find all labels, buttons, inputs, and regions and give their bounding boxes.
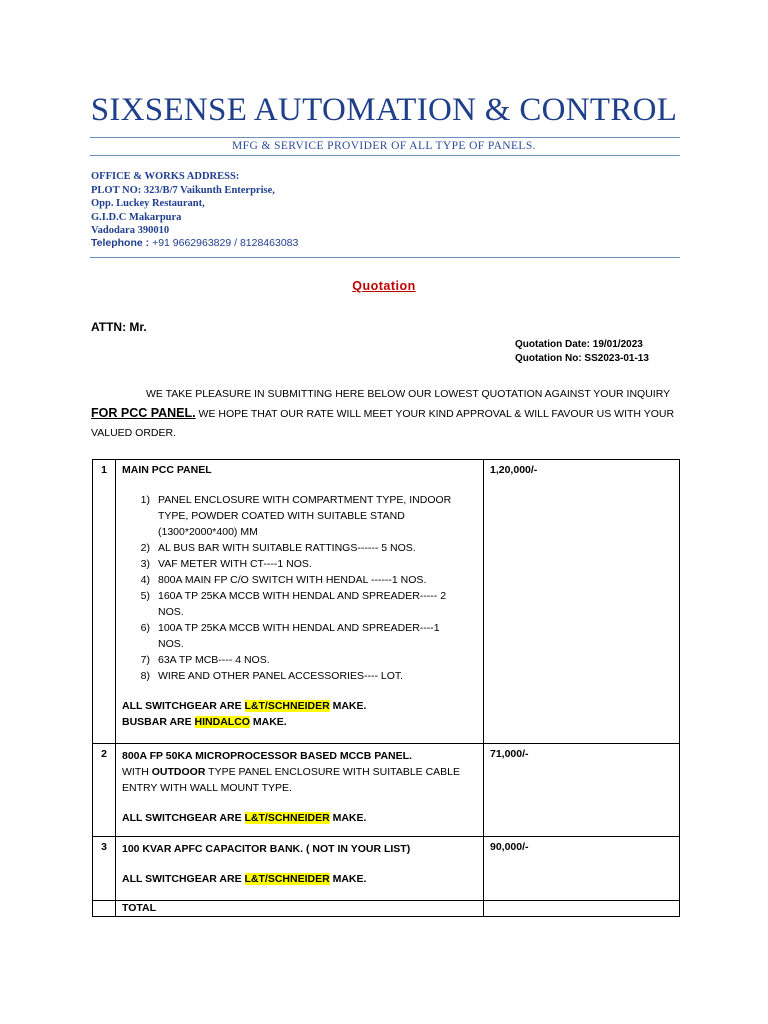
switchgear-make: ALL SWITCHGEAR ARE L&T/SCHNEIDER MAKE. [122, 812, 367, 824]
header-rule-bottom [90, 155, 680, 156]
item-number: 3 [93, 837, 116, 901]
spec-text: PANEL ENCLOSURE WITH COMPARTMENT TYPE, INDOOR TYPE, POWDER COATED WITH SUITABLE STAND (1300*2000*400) MM [158, 494, 452, 538]
switchgear-make: ALL SWITCHGEAR ARE L&T/SCHNEIDER MAKE. [122, 873, 367, 885]
brand-highlight: L&T/SCHNEIDER [244, 812, 330, 824]
intro-for-label: FOR PCC PANEL. [91, 406, 196, 420]
spec-item [122, 492, 477, 540]
item-description [116, 837, 484, 901]
item-heading: 800A FP 50KA MICROPROCESSOR BASED MCCB PANEL. [122, 750, 412, 762]
quotation-table [92, 459, 680, 917]
spec-text: 800A MAIN FP C/O SWITCH WITH HENDAL ------1 NOS. [158, 574, 427, 586]
quotation-number: Quotation No: SS2023-01-13 [515, 353, 649, 364]
spec-text: 63A TP MCB---- 4 NOS. [158, 654, 270, 666]
brand-highlight: L&T/SCHNEIDER [244, 873, 330, 885]
spec-item [122, 620, 477, 652]
table-row [93, 744, 680, 837]
item-heading: 100 KVAR APFC CAPACITOR BANK. ( NOT IN YOUR LIST) [122, 843, 411, 855]
header-rule-top [90, 137, 680, 138]
table-row [93, 460, 680, 744]
spec-item [122, 556, 477, 572]
company-tagline: MFG & SERVICE PROVIDER OF ALL TYPE OF PANELS. [232, 140, 536, 152]
item-amount: 71,000/- [484, 744, 680, 837]
table-row [93, 901, 680, 917]
intro-paragraph [91, 385, 691, 443]
spec-number: 7) [140, 654, 150, 666]
item-amount: 1,20,000/- [484, 460, 680, 744]
spec-number: 5) [140, 590, 150, 602]
spec-number: 1) [140, 494, 150, 506]
item-body: WITH OUTDOOR TYPE PANEL ENCLOSURE WITH SUITABLE CABLE [122, 766, 461, 778]
intro-line-1: WE TAKE PLEASURE IN SUBMITTING HERE BELOW OUR LOWEST QUOTATION AGAINST YOUR INQUIRY [146, 388, 671, 400]
company-name: SIXSENSE AUTOMATION & CONTROL [90, 92, 678, 128]
total-label: TOTAL [116, 901, 484, 917]
address-line: G.I.D.C Makarpura [91, 211, 182, 223]
address-rule [90, 257, 680, 258]
office-address [91, 170, 275, 238]
address-line: Opp. Luckey Restaurant, [91, 198, 205, 209]
spec-text: WIRE AND OTHER PANEL ACCESSORIES---- LOT. [158, 670, 404, 682]
item-description [116, 460, 484, 744]
spec-number: 3) [140, 558, 150, 570]
item-amount: 90,000/- [484, 837, 680, 901]
quotation-title: Quotation [352, 279, 416, 293]
spec-text: 100A TP 25KA MCCB WITH HENDAL AND SPREADER----1 NOS. [158, 622, 440, 650]
spec-text: AL BUS BAR WITH SUITABLE RATTINGS------ 5 NOS. [158, 542, 416, 554]
intro-line-2: WE HOPE THAT OUR RATE WILL MEET YOUR KIND APPROVAL & WILL FAVOUR US WITH YOUR [195, 408, 675, 420]
spec-text: 160A TP 25KA MCCB WITH HENDAL AND SPREADER----- 2 NOS. [158, 590, 447, 618]
address-line: OFFICE & WORKS ADDRESS: [91, 171, 240, 182]
telephone-label: Telephone : [91, 237, 150, 249]
busbar-make: BUSBAR ARE HINDALCO MAKE. [122, 716, 287, 728]
address-line: PLOT NO: 323/B/7 Vaikunth Enterprise, [91, 184, 275, 196]
spec-list [122, 492, 477, 684]
spec-number: 8) [140, 670, 150, 682]
item-heading: MAIN PCC PANEL [122, 464, 212, 476]
spec-number: 6) [140, 622, 150, 634]
item-number [93, 901, 116, 917]
brand-highlight: HINDALCO [194, 716, 250, 728]
spec-item [122, 540, 477, 556]
item-description [116, 744, 484, 837]
intro-line-3: VALUED ORDER. [91, 427, 176, 439]
spec-item [122, 652, 477, 668]
item-number: 2 [93, 744, 116, 837]
address-line: Vadodara 390010 [91, 225, 170, 236]
telephone-value: +91 9662963829 / 8128463083 [152, 237, 299, 249]
spec-number: 2) [140, 542, 150, 554]
item-number: 1 [93, 460, 116, 744]
spec-number: 4) [140, 574, 150, 586]
spec-item [122, 668, 477, 684]
attention-line: ATTN: Mr. [91, 320, 147, 334]
switchgear-make: ALL SWITCHGEAR ARE L&T/SCHNEIDER MAKE. [122, 700, 367, 712]
telephone [91, 237, 298, 249]
table-row [93, 837, 680, 901]
quotation-date: Quotation Date: 19/01/2023 [515, 339, 643, 350]
spec-item [122, 572, 477, 588]
item-body-line-2: ENTRY WITH WALL MOUNT TYPE. [122, 782, 292, 794]
brand-highlight: L&T/SCHNEIDER [244, 700, 330, 712]
total-amount [484, 901, 680, 917]
quotation-meta [515, 338, 649, 366]
spec-item [122, 588, 477, 620]
spec-text: VAF METER WITH CT----1 NOS. [158, 558, 312, 570]
